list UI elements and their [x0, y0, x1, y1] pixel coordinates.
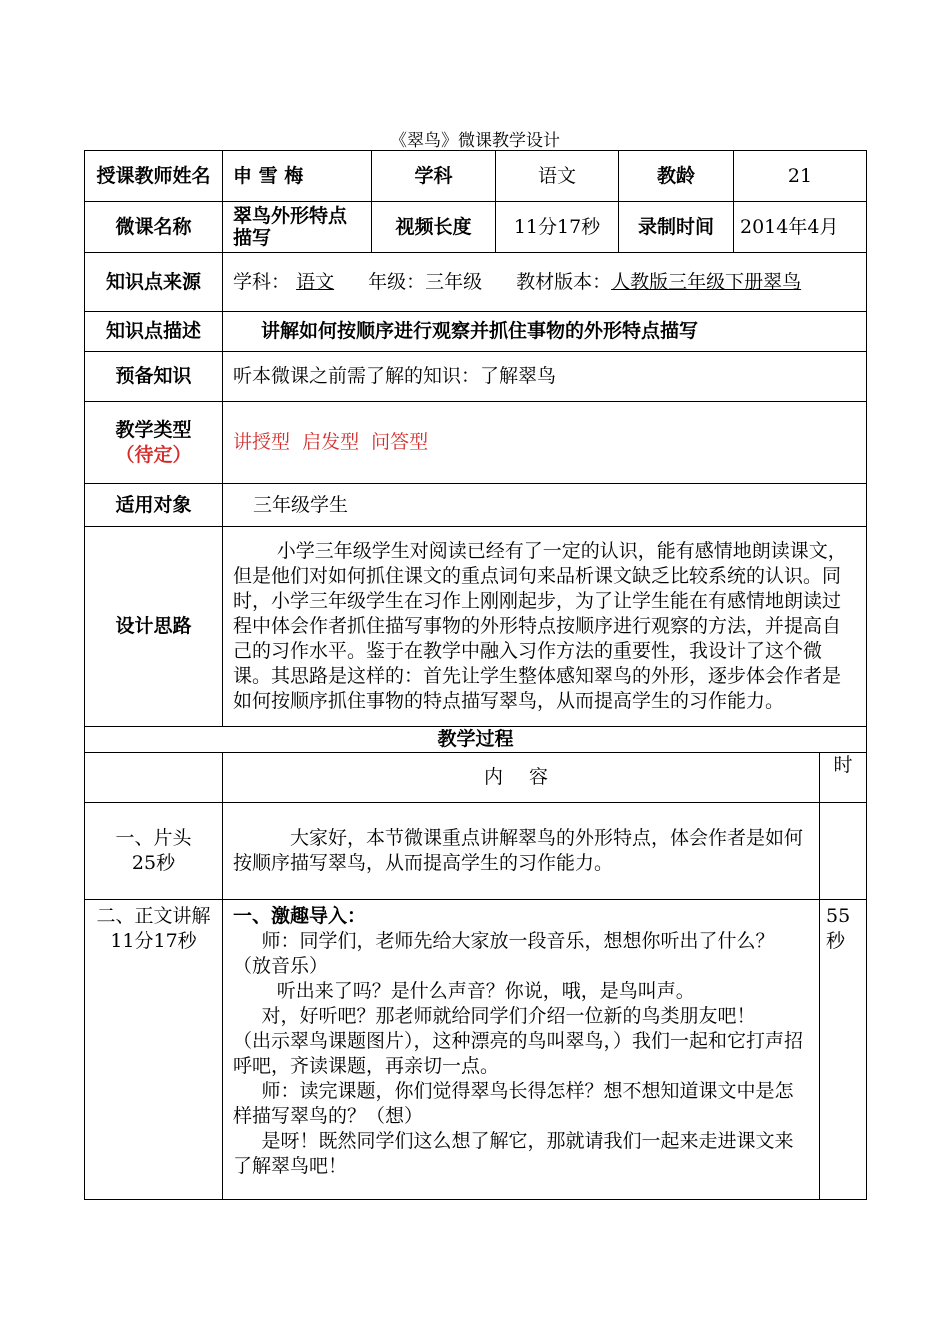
prior-label: 预备知识 [85, 352, 223, 402]
seg1-name: 一、片头 [115, 827, 192, 849]
source-subject: 语文 [296, 270, 335, 293]
process-heading: 教学过程 [85, 727, 867, 753]
seg2-line: 是呀！既然同学们这么想了解它，那就请我们一起来走进课文来了解翠鸟吧！ [233, 1130, 794, 1177]
subject-value: 语文 [496, 151, 619, 202]
type-label-cell [85, 402, 223, 484]
source-subject-prefix: 学科： [233, 270, 291, 293]
course-value: 翠鸟外形特点描写 [223, 202, 372, 253]
design-label: 设计思路 [85, 527, 223, 727]
seg2-duration: 55秒 [820, 900, 867, 1200]
seg2-line: 师：读完课题，你们觉得翠鸟长得怎样？想不想知道课文中是怎样描写翠鸟的？（想） [233, 1080, 794, 1127]
seg2-name-cell [85, 900, 223, 1200]
seg2-line: 对，好听吧？那老师就给同学们介绍一位新的鸟类朋友吧！ [261, 1005, 756, 1027]
row-teaching-type [85, 402, 867, 484]
prior-value: 听本微课之前需了解的知识：了解翠鸟 [223, 352, 867, 402]
source-value [223, 253, 867, 312]
time-header: 时 [820, 753, 867, 803]
audience-label: 适用对象 [85, 484, 223, 527]
record-value: 2014年4月 [734, 202, 867, 253]
document-title: 《翠鸟》微课教学设计 [390, 131, 560, 151]
desc-value: 讲解如何按顺序进行观察并抓住事物的外形特点描写 [223, 312, 867, 352]
design-paragraph: 小学三年级学生对阅读已经有了一定的认识，能有感情地朗读课文，但是他们对如何抓住课文的重点词句来品析课文缺乏比较系统的认识。同时，小学三年级学生在习作上刚刚起步，为了让学生能在有感情地朗读过程中体会作者抓住描写事物的外形特点按顺序进行观察的方法，并提高自己的习作水平。鉴于在教学中融入习作方法的重要性，我设计了这个微课。其思路是这样的：首先让学生整体感知翠鸟的外形，逐步体会作者是如何按顺序抓住事物的特点描写翠鸟，从而提高学生的习作能力。 [233, 540, 847, 712]
row-teacher [85, 151, 867, 202]
seg2-line: 师：同学们，老师先给大家放一段音乐，想想你听出了什么？（放音乐） [233, 930, 775, 977]
lesson-design-table [84, 150, 867, 1200]
content-header: 内 容 [223, 753, 820, 803]
design-value [223, 527, 867, 727]
video-label: 视频长度 [372, 202, 496, 253]
subject-label: 学科 [372, 151, 496, 202]
years-value: 21 [734, 151, 867, 202]
seg1-name-cell [85, 803, 223, 900]
source-label: 知识点来源 [85, 253, 223, 312]
seg1-time: 25秒 [131, 852, 176, 874]
type-note: （待定） [115, 443, 192, 466]
teacher-label: 授课教师姓名 [85, 151, 223, 202]
row-audience [85, 484, 867, 527]
seg2-content-cell [223, 900, 820, 1200]
seg2-name: 二、正文讲解 [96, 905, 211, 927]
row-course [85, 202, 867, 253]
source-edition: 人教版三年级下册翠鸟 [611, 270, 802, 293]
row-segment-intro [85, 803, 867, 900]
seg1-duration [820, 803, 867, 900]
record-label: 录制时间 [619, 202, 734, 253]
seg1-content-cell [223, 803, 820, 900]
seg2-line: 听出来了吗？是什么声音？你说，哦，是鸟叫声。 [276, 980, 695, 1002]
audience-value: 三年级学生 [223, 484, 867, 527]
type-label: 教学类型 [115, 418, 192, 441]
row-source [85, 253, 867, 312]
row-description [85, 312, 867, 352]
years-label: 教龄 [619, 151, 734, 202]
row-process-heading [85, 727, 867, 753]
source-grade: 年级：三年级 [368, 270, 483, 293]
course-label: 微课名称 [85, 202, 223, 253]
desc-label: 知识点描述 [85, 312, 223, 352]
source-edition-prefix: 教材版本： [516, 270, 612, 293]
seg2-heading: 一、激趣导入： [233, 905, 367, 927]
segment-header-empty [85, 753, 223, 803]
row-segment-main [85, 900, 867, 1200]
seg2-time: 11分17秒 [110, 930, 197, 952]
row-design [85, 527, 867, 727]
seg1-content: 大家好，本节微课重点讲解翠鸟的外形特点，体会作者是如何按顺序描写翠鸟，从而提高学生的习作能力。 [233, 827, 804, 874]
type-value: 讲授型 启发型 问答型 [223, 402, 867, 484]
row-prior-knowledge [85, 352, 867, 402]
row-process-header [85, 753, 867, 803]
teacher-name: 申 雪 梅 [223, 151, 372, 202]
video-value: 11分17秒 [496, 202, 619, 253]
seg2-line: （出示翠鸟课题图片），这种漂亮的鸟叫翠鸟，）我们一起和它打声招呼吧，齐读课题，再亲切一点。 [233, 1030, 804, 1077]
